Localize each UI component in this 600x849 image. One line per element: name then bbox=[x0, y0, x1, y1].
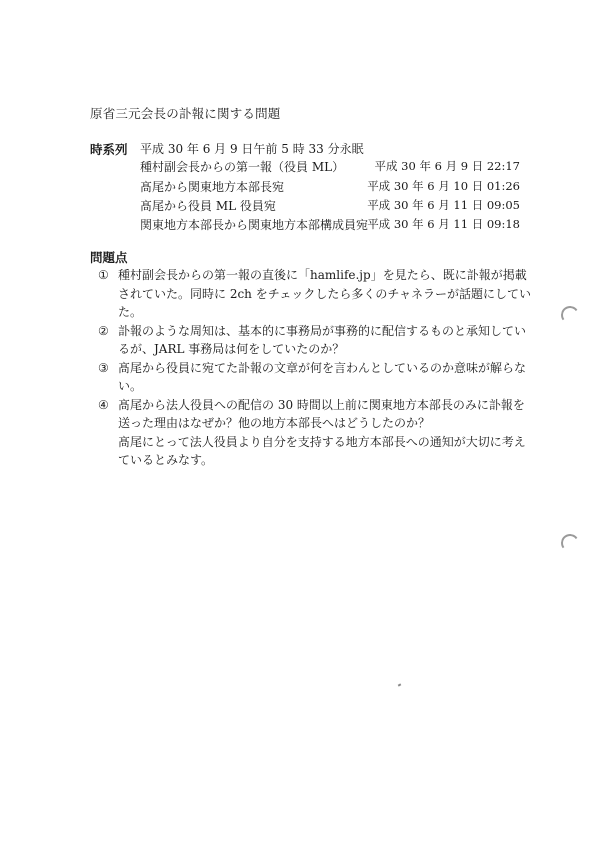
issue-text: 髙尾から役員に宛てた訃報の文章が何を言わんとしているのか意味が解らない。 bbox=[118, 360, 527, 393]
timeline-entry-desc: 関東地方本部長から関東地方本部構成員宛 bbox=[140, 218, 369, 232]
punch-hole-mark bbox=[560, 305, 581, 326]
issue-text: 種村副会長からの第一報の直後に「hamlife.jp」を見たら、既に訃報が掲載されていた。同時に 2ch をチェックしたら多くのチャネラーが話題にしていた。 bbox=[118, 268, 531, 319]
issue-number: ① bbox=[98, 268, 109, 282]
timeline-entry-desc: 種村副会長からの第一報（役員 ML） bbox=[140, 160, 345, 174]
issue-number: ④ bbox=[98, 397, 109, 412]
timeline-first-entry: 平成 30 年 6 月 9 日午前 5 時 33 分永眠 bbox=[140, 142, 364, 156]
timeline-entry bbox=[140, 216, 520, 234]
timeline-entry-date: 平成 30 年 6 月 9 日 22:17 bbox=[374, 159, 520, 173]
issue-number: ② bbox=[98, 323, 109, 338]
issue-text: 髙尾から法人役員への配信の 30 時間以上前に関東地方本部長のみに訃報を送った理由はなぜか？他の地方本部長へはどうしたのか？ bbox=[118, 397, 525, 430]
issue-item bbox=[94, 322, 534, 359]
timeline-entry bbox=[140, 178, 520, 196]
timeline-entry-desc: 髙尾から関東地方本部長宛 bbox=[140, 180, 285, 194]
timeline-entry bbox=[140, 158, 520, 176]
issue-item bbox=[94, 359, 534, 396]
issue-text: 訃報のような周知は、基本的に事務局が事務的に配信するものと承知しているが、JARL 事務局は何をしていたのか？ bbox=[118, 323, 527, 356]
timeline-entry-date: 平成 30 年 6 月 10 日 01:26 bbox=[367, 179, 520, 193]
issue-text-continued: 髙尾にとって法人役員より自分を支持する地方本部長への通知が大切に考えているとみなす。 bbox=[118, 434, 526, 467]
issue-item bbox=[94, 396, 534, 470]
issue-item bbox=[94, 266, 534, 322]
issue-number: ③ bbox=[98, 360, 109, 375]
timeline-entry-date: 平成 30 年 6 月 11 日 09:05 bbox=[367, 198, 520, 212]
issues-label: 問題点 bbox=[90, 250, 128, 265]
punch-hole-mark bbox=[560, 533, 581, 554]
issues-list bbox=[94, 266, 534, 470]
timeline-entry-date: 平成 30 年 6 月 11 日 09:18 bbox=[367, 217, 520, 231]
scan-speck bbox=[398, 683, 402, 686]
timeline-label: 時系列 bbox=[90, 142, 128, 157]
timeline-entry-desc: 髙尾から役員 ML 役員宛 bbox=[140, 199, 276, 213]
document-title: 原省三元会長の訃報に関する問題 bbox=[90, 106, 281, 121]
timeline-entry bbox=[140, 197, 520, 215]
